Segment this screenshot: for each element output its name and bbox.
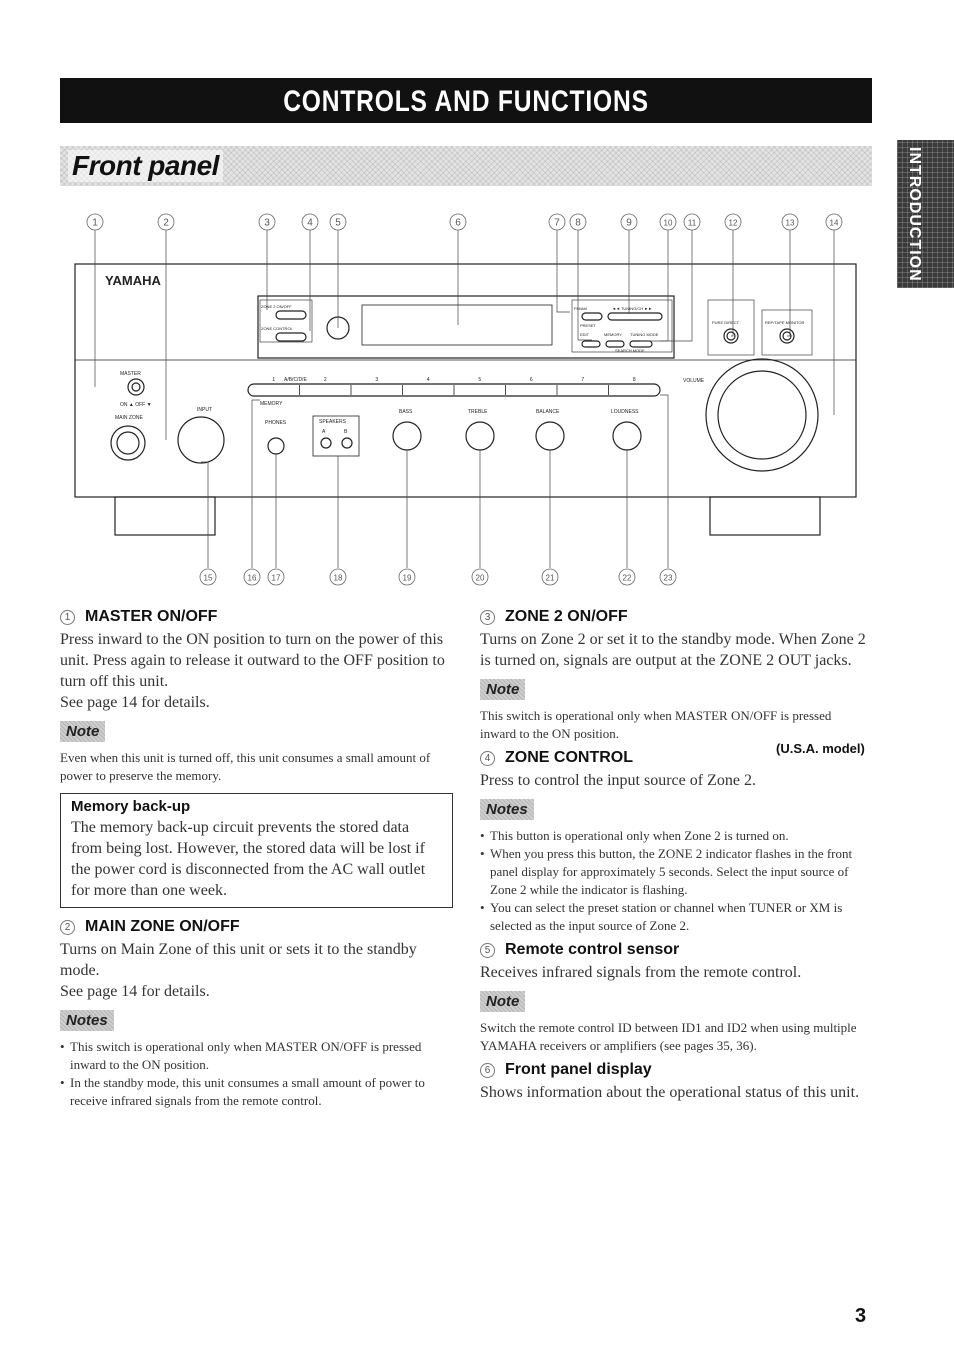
panel-outline — [75, 264, 856, 497]
svg-text:B: B — [344, 429, 348, 435]
note-label: Note — [480, 679, 525, 700]
zone-control-heading — [480, 749, 870, 767]
volume-knob — [706, 359, 818, 471]
master-switch — [128, 379, 144, 395]
callout-6-label: 6 — [455, 217, 461, 229]
treble-knob — [466, 422, 494, 450]
right-column — [480, 608, 870, 1103]
svg-text:A: A — [322, 429, 326, 435]
zone2-note: This switch is operational only when MASTER ON/OFF is pressed inward to the ON position. — [480, 708, 832, 741]
svg-text:LOUDNESS: LOUDNESS — [611, 409, 639, 415]
callout-23-label: 23 — [663, 573, 673, 583]
page-number: 3 — [855, 1305, 867, 1327]
callout-11-label: 11 — [687, 218, 697, 228]
master-on-off-note: Even when this unit is turned off, this unit consumes a small amount of power to preserve the memory. — [60, 750, 431, 783]
svg-text:BALANCE: BALANCE — [536, 409, 560, 415]
preset-number-2: 2 — [323, 377, 327, 383]
preset-number-7: 7 — [581, 377, 585, 383]
balance-knob — [536, 422, 564, 450]
callout-21-label: 21 — [545, 573, 555, 583]
svg-text:EDIT: EDIT — [580, 332, 590, 337]
phones-jack — [268, 438, 284, 454]
callout-2-label: 2 — [163, 217, 169, 229]
callout-1-label: 1 — [92, 217, 98, 229]
zone2-heading — [480, 608, 870, 626]
list-item: • When you press this button, the ZONE 2 indicator flashes in the front panel display for approximately 5 seconds. Select the input source of Zone 2 while the indicator is flashing. — [480, 845, 870, 899]
heading-text: MAIN ZONE ON/OFF — [85, 918, 240, 935]
front-panel-illustration — [60, 200, 872, 596]
svg-text:ON ▲ OFF ▼: ON ▲ OFF ▼ — [120, 402, 152, 408]
bass-knob — [393, 422, 421, 450]
item-number: 5 — [480, 943, 495, 958]
callout-20-label: 20 — [475, 573, 485, 583]
callout-10-label: 10 — [663, 218, 673, 228]
list-item: • This button is operational only when Zone 2 is turned on. — [480, 827, 870, 845]
callout-5-label: 5 — [335, 217, 341, 229]
callout-8-label: 8 — [575, 217, 581, 229]
callout-12-label: 12 — [728, 218, 738, 228]
leader-line — [660, 230, 692, 341]
leader-line — [336, 456, 338, 568]
master-on-off-see: See page 14 for details. — [60, 694, 210, 711]
callout-7-label: 7 — [554, 217, 560, 229]
callout-4-label: 4 — [307, 217, 313, 229]
svg-text:MASTER: MASTER — [120, 371, 141, 377]
preset-number-1: 1 — [272, 377, 276, 383]
svg-text:INPUT: INPUT — [197, 407, 212, 413]
callout-9-label: 9 — [626, 217, 632, 229]
svg-text:◄◄ TUNING/CH ►►: ◄◄ TUNING/CH ►► — [612, 306, 653, 311]
svg-text:FM/AM: FM/AM — [574, 306, 587, 311]
master-on-off-heading — [60, 608, 450, 626]
section-header — [60, 146, 872, 186]
leader-line — [640, 230, 668, 341]
item-number: 2 — [60, 920, 75, 935]
front-display-body: Shows information about the operational status of this unit. — [480, 1084, 860, 1101]
chapter-tab — [897, 140, 954, 288]
left-column — [60, 608, 450, 1110]
callout-13-label: 13 — [785, 218, 795, 228]
zone2-body: Turns on Zone 2 or set it to the standby mode. When Zone 2 is turned on, signals are output at the ZONE 2 OUT jacks. — [480, 631, 866, 669]
svg-text:PRESET: PRESET — [580, 323, 597, 328]
main-zone-body: Turns on Main Zone of this unit or sets it to the standby mode. — [60, 941, 417, 979]
heading-text: ZONE 2 ON/OFF — [505, 608, 628, 625]
svg-text:MAIN ZONE: MAIN ZONE — [115, 415, 143, 421]
svg-text:REP/TAPE MONITOR: REP/TAPE MONITOR — [765, 320, 805, 325]
remote-sensor-note: Switch the remote control ID between ID1 and ID2 when using multiple YAMAHA receivers or amplifiers (see pages 35, 36). — [480, 1020, 857, 1053]
leader-line — [252, 400, 260, 568]
list-item: • This switch is operational only when MASTER ON/OFF is pressed inward to the ON position. — [60, 1038, 450, 1074]
memory-backup-box — [60, 793, 453, 908]
callout-17-label: 17 — [271, 573, 281, 583]
memory-backup-body: The memory back-up circuit prevents the stored data from being lost. However, the stored data will be lost if the power cord is disconnected from the AC wall outlet for more than one week. — [71, 819, 426, 899]
item-number: 6 — [480, 1063, 495, 1078]
svg-text:A/B/C/D/E: A/B/C/D/E — [284, 377, 307, 383]
zone-control-body: Press to control the input source of Zone 2. — [480, 772, 756, 789]
zone-control-notes — [480, 827, 870, 935]
input-knob — [178, 417, 224, 463]
svg-text:ZONE 2 ON/OFF: ZONE 2 ON/OFF — [261, 304, 292, 309]
list-item: • You can select the preset station or channel when TUNER or XM is selected as the input source of Zone 2. — [480, 899, 870, 935]
item-number: 1 — [60, 610, 75, 625]
callout-15-label: 15 — [203, 573, 213, 583]
preset-number-8: 8 — [632, 377, 636, 383]
front-display-heading — [480, 1061, 870, 1079]
section-title: Front panel — [68, 150, 223, 182]
svg-text:PURE DIRECT: PURE DIRECT — [712, 320, 740, 325]
brand-logo: YAMAHA — [105, 273, 161, 288]
item-number: 4 — [480, 751, 495, 766]
svg-text:ZONE CONTROL: ZONE CONTROL — [261, 326, 293, 331]
main-zone-button — [111, 426, 145, 460]
callout-16-label: 16 — [247, 573, 257, 583]
svg-text:MEMORY: MEMORY — [604, 332, 622, 337]
svg-text:PHONES: PHONES — [265, 420, 287, 426]
svg-text:SEARCH MODE: SEARCH MODE — [615, 348, 645, 353]
header-banner — [60, 78, 872, 123]
memory-backup-title: Memory back-up — [71, 798, 191, 815]
callout-14-label: 14 — [829, 218, 839, 228]
main-zone-heading — [60, 918, 450, 936]
notes-label: Notes — [60, 1010, 114, 1031]
leader-line — [201, 462, 208, 568]
right-foot — [710, 497, 820, 535]
loudness-knob — [613, 422, 641, 450]
chapter-tab-label: INTRODUCTION — [906, 146, 923, 282]
preset-number-3: 3 — [375, 377, 379, 383]
svg-text:SPEAKERS: SPEAKERS — [319, 419, 346, 425]
leader-line — [557, 230, 570, 312]
callout-3-label: 3 — [264, 217, 270, 229]
model-note: (U.S.A. model) — [776, 741, 865, 756]
callout-22-label: 22 — [622, 573, 632, 583]
svg-text:TUNING MODE: TUNING MODE — [630, 332, 659, 337]
leader-line — [660, 395, 668, 568]
heading-text: Front panel display — [505, 1061, 652, 1078]
heading-text: Remote control sensor — [505, 941, 680, 958]
heading-text: ZONE CONTROL — [505, 749, 633, 766]
heading-text: MASTER ON/OFF — [85, 608, 218, 625]
note-label: Note — [60, 721, 105, 742]
main-zone-notes — [60, 1038, 450, 1110]
preset-number-5: 5 — [478, 377, 482, 383]
notes-label: Notes — [480, 799, 534, 820]
note-label: Note — [480, 991, 525, 1012]
callout-19-label: 19 — [402, 573, 412, 583]
svg-text:MEMORY: MEMORY — [260, 401, 283, 407]
callout-18-label: 18 — [333, 573, 343, 583]
svg-text:VOLUME: VOLUME — [683, 378, 705, 384]
remote-sensor-heading — [480, 941, 870, 959]
preset-number-4: 4 — [426, 377, 430, 383]
svg-text:BASS: BASS — [399, 409, 413, 415]
svg-text:TREBLE: TREBLE — [468, 409, 488, 415]
page-title: CONTROLS AND FUNCTIONS — [283, 85, 649, 118]
item-number: 3 — [480, 610, 495, 625]
remote-sensor-body: Receives infrared signals from the remote control. — [480, 964, 802, 981]
list-item: • In the standby mode, this unit consumes a small amount of power to receive infrared signals from the remote control. — [60, 1074, 450, 1110]
left-foot — [115, 497, 215, 535]
preset-number-6: 6 — [529, 377, 533, 383]
main-zone-see: See page 14 for details. — [60, 983, 210, 1000]
master-on-off-body: Press inward to the ON position to turn on the power of this unit. Press again to release it outward to the OFF position to turn off this unit. — [60, 631, 445, 690]
